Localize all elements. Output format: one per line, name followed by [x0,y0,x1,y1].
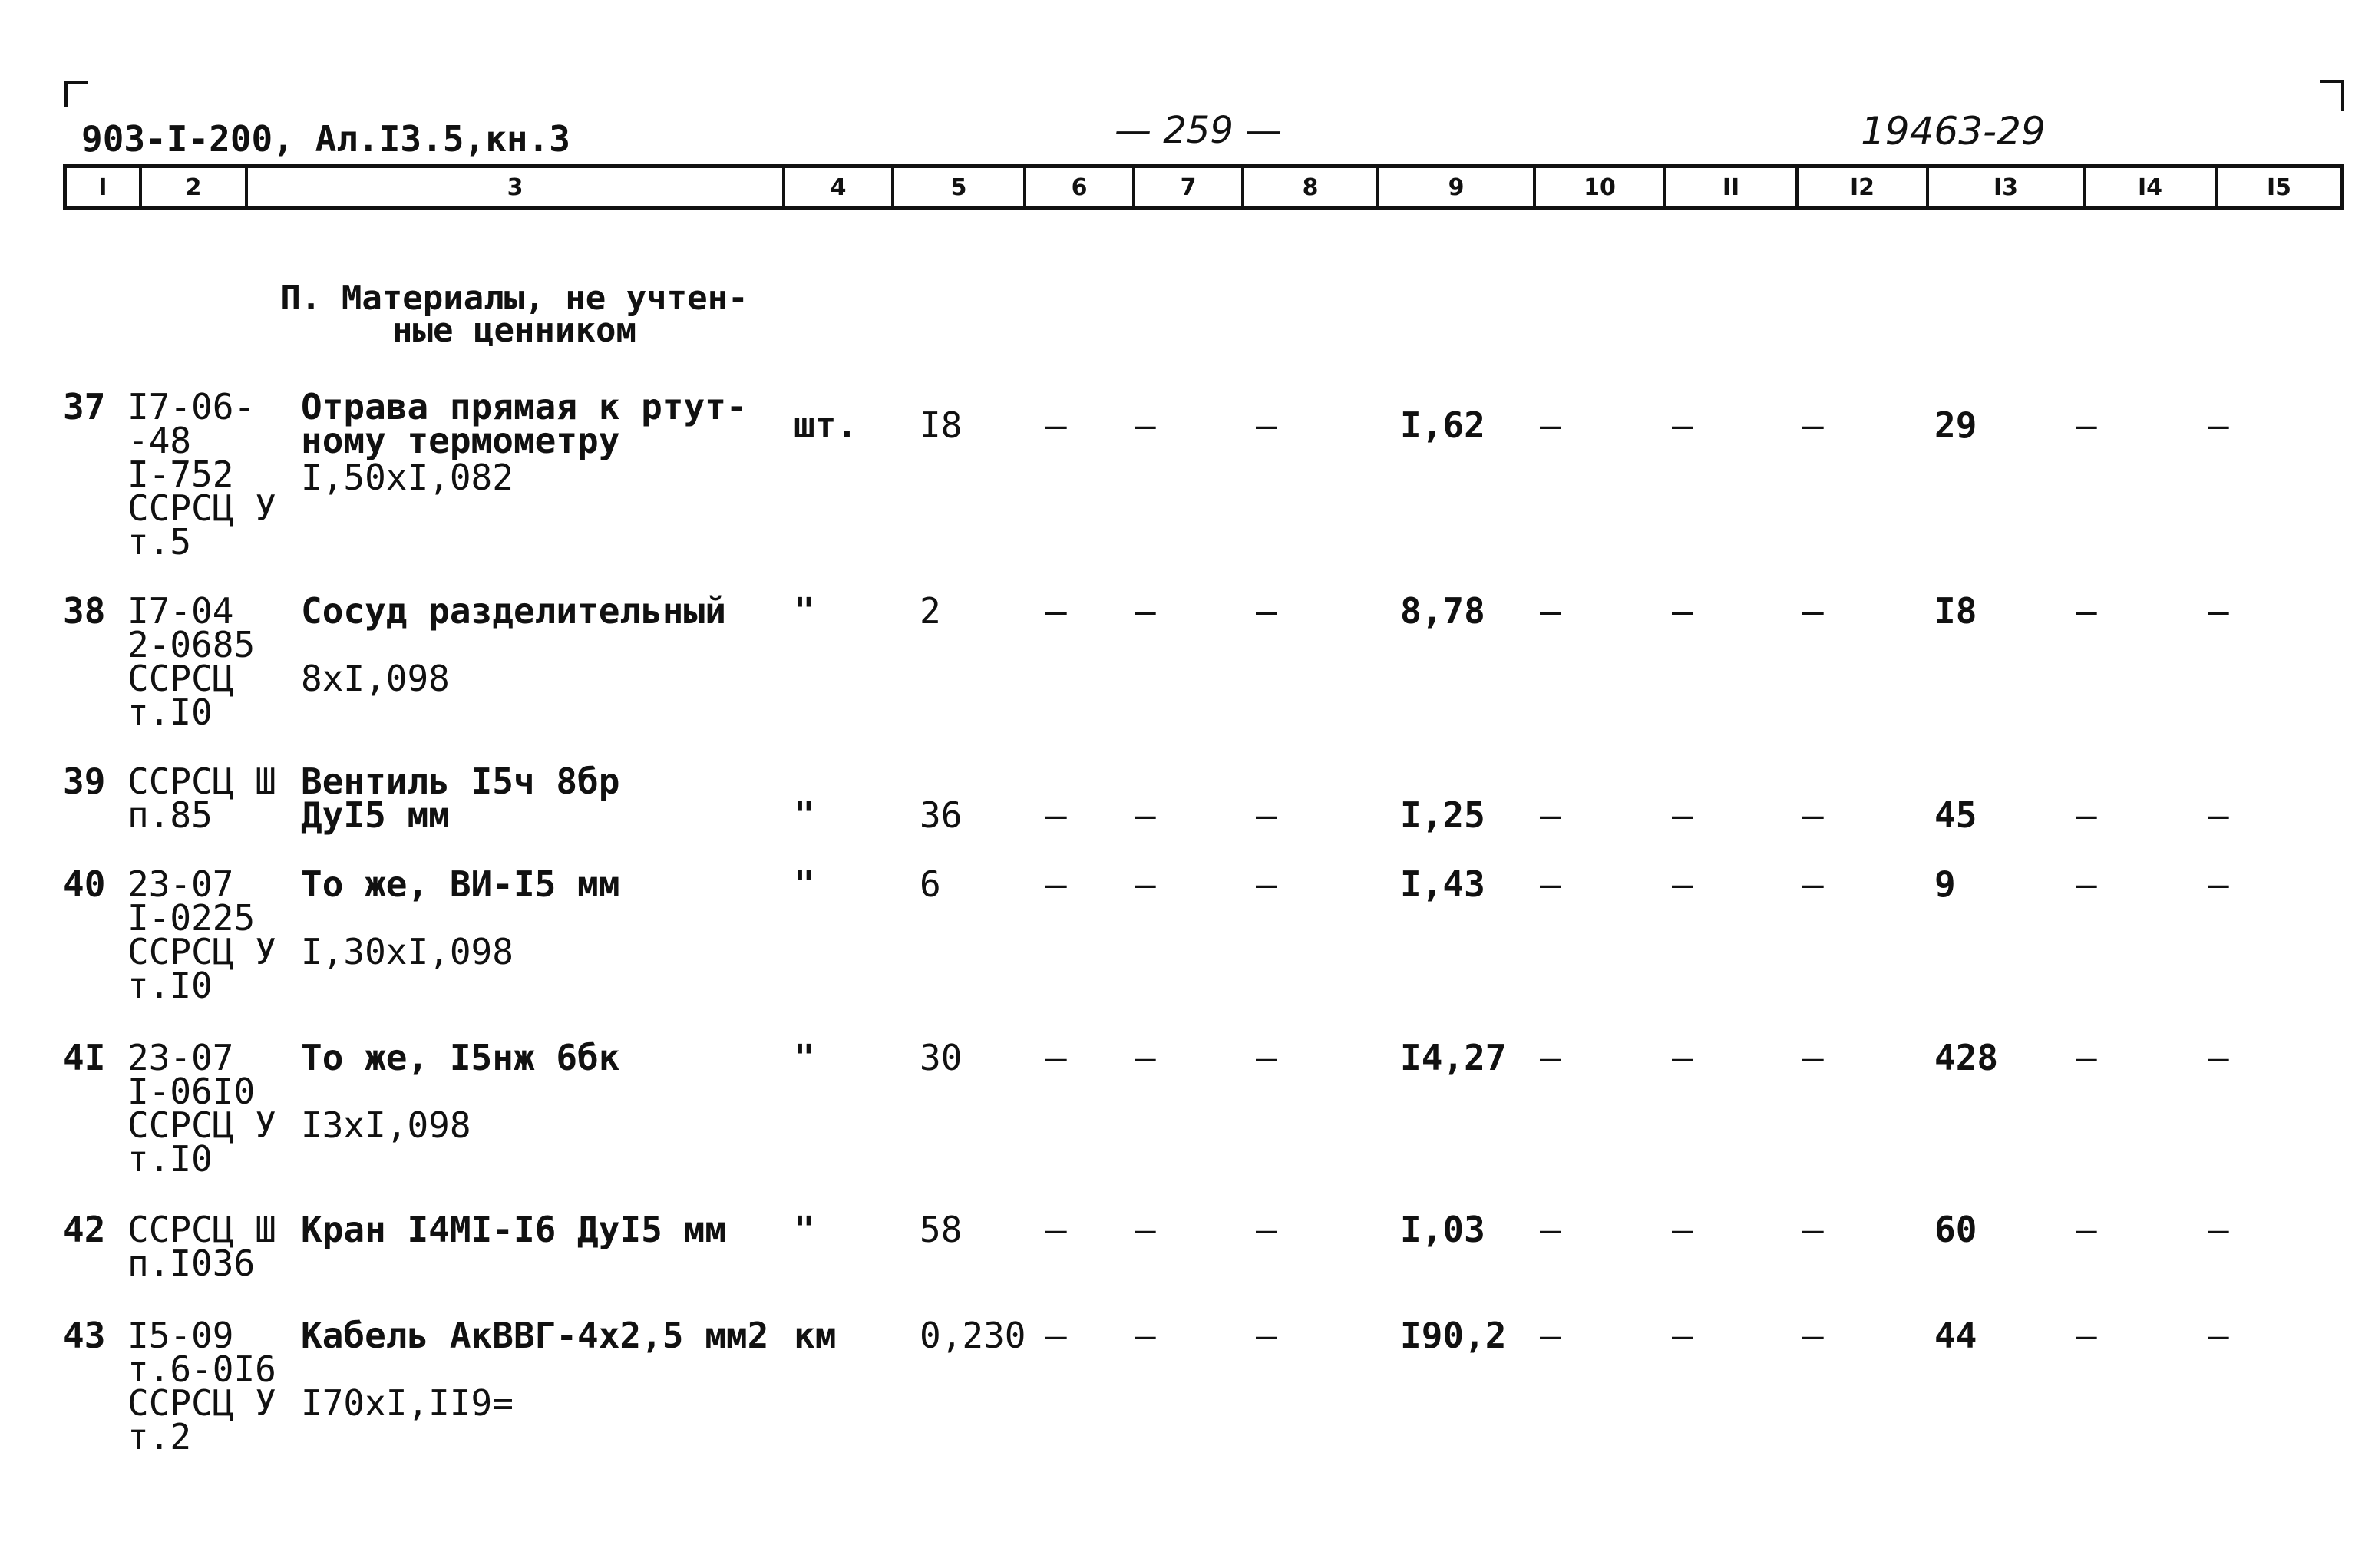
row-cell-c6: – [1045,1037,1067,1078]
row-code-line: 2-0685 [127,624,256,665]
row-cell-c8: – [1256,590,1277,632]
row-code-line: ССРСЦ У [127,1104,276,1146]
row-cell-c10: – [1540,1315,1561,1356]
row-code-line: т.2 [127,1416,192,1457]
row-cell-qty: 0,230 [920,1315,1026,1356]
row-cell-c12: – [1802,1315,1824,1356]
row-number: 37 [63,386,106,427]
row-cell-unit: " [794,1209,815,1250]
row-name-line: То же, ВИ-I5 мм [301,863,620,905]
row-cell-c8: – [1256,1037,1277,1078]
row-cell-c10: – [1540,590,1561,632]
row-cell-c7: – [1135,404,1156,446]
row-cell-total: 60 [1934,1209,1977,1250]
row-cell-c6: – [1045,1315,1067,1356]
column-number: 8 [1244,168,1379,206]
row-cell-c12: – [1802,794,1824,836]
row-code-line: I7-06- [127,386,256,427]
row-cell-qty: I8 [920,404,963,446]
row-cell-c6: – [1045,863,1067,905]
row-cell-price: I,62 [1400,404,1485,446]
column-number: I2 [1799,168,1929,206]
row-cell-c15: – [2208,404,2229,446]
column-number: 3 [248,168,785,206]
row-cell-c8: – [1256,404,1277,446]
row-cell-qty: 36 [920,794,963,836]
column-number: 10 [1536,168,1666,206]
row-number: 4I [63,1037,106,1078]
row-coefficient: I,50xI,082 [301,457,514,498]
row-coefficient: I,30xI,098 [301,931,514,972]
row-cell-c7: – [1135,1209,1156,1250]
row-number: 39 [63,761,106,802]
column-number: 9 [1379,168,1536,206]
document-number: 19463-29 [1861,109,2046,153]
row-number: 42 [63,1209,106,1250]
row-cell-c10: – [1540,1209,1561,1250]
page-number: — 259 — [1115,109,1283,152]
row-cell-c6: – [1045,794,1067,836]
column-number: I5 [2266,173,2292,201]
row-cell-c14: – [2076,404,2097,446]
row-cell-unit: " [794,1037,815,1078]
row-code-line: т.I0 [127,965,213,1006]
column-number: 2 [142,168,248,206]
document-code: 903-I-200, Ал.I3.5,кн.3 [81,118,570,160]
row-name-line: ДуI5 мм [301,794,450,836]
row-cell-c11: – [1672,1037,1693,1078]
row-cell-c10: – [1540,794,1561,836]
row-cell-c10: – [1540,1037,1561,1078]
column-number: I4 [2086,168,2218,206]
column-number: II [1666,168,1799,206]
row-cell-qty: 58 [920,1209,963,1250]
corner-mark-left [64,81,88,107]
row-cell-c15: – [2208,1037,2229,1078]
row-cell-total: I8 [1934,590,1977,632]
column-number: 7 [1135,168,1244,206]
row-code-line: I-0225 [127,897,256,939]
row-cell-c11: – [1672,1315,1693,1356]
column-number-bar [63,164,2344,210]
row-cell-unit: км [794,1315,837,1356]
row-name-line: Кран I4МI-I6 ДуI5 мм [301,1209,726,1250]
row-name-line: Вентиль I5ч 8бр [301,761,620,802]
row-cell-c7: – [1135,794,1156,836]
row-cell-price: I,03 [1400,1209,1485,1250]
row-cell-c14: – [2076,1209,2097,1250]
row-cell-c11: – [1672,863,1693,905]
row-cell-price: I,25 [1400,794,1485,836]
row-code-line: -48 [127,420,192,461]
row-cell-c15: – [2208,1315,2229,1356]
row-cell-price: I4,27 [1400,1037,1507,1078]
row-code-line: I-752 [127,454,234,495]
row-cell-c7: – [1135,1315,1156,1356]
row-cell-unit: " [794,863,815,905]
row-cell-total: 9 [1934,863,1956,905]
row-cell-c7: – [1135,590,1156,632]
row-cell-unit: шт. [794,404,858,446]
row-cell-c11: – [1672,404,1693,446]
row-cell-total: 44 [1934,1315,1977,1356]
row-cell-c14: – [2076,794,2097,836]
row-cell-c7: – [1135,863,1156,905]
row-cell-c6: – [1045,404,1067,446]
row-cell-c8: – [1256,863,1277,905]
row-cell-price: 8,78 [1400,590,1485,632]
row-cell-c6: – [1045,590,1067,632]
row-coefficient: I70xI,II9= [301,1382,514,1424]
row-cell-c8: – [1256,1209,1277,1250]
row-cell-c11: – [1672,794,1693,836]
row-number: 38 [63,590,106,632]
row-cell-c15: – [2208,590,2229,632]
column-number: 6 [1026,168,1135,206]
row-code-line: 23-07 [127,863,234,905]
row-code-line: п.85 [127,794,213,836]
row-cell-c15: – [2208,863,2229,905]
row-cell-price: I90,2 [1400,1315,1507,1356]
row-coefficient: I3xI,098 [301,1104,471,1146]
row-code-line: ССРСЦ [127,658,234,699]
row-cell-qty: 6 [920,863,941,905]
row-code-line: т.I0 [127,692,213,733]
row-cell-c12: – [1802,404,1824,446]
row-cell-unit: " [794,590,815,632]
row-code-line: ССРСЦ Ш [127,761,276,802]
row-cell-c14: – [2076,590,2097,632]
row-name-line: Отрава прямая к ртут- [301,386,748,427]
row-cell-c15: – [2208,1209,2229,1250]
row-cell-c15: – [2208,794,2229,836]
column-number: I [67,168,142,206]
row-name-line: ному термометру [301,420,620,461]
row-code-line: ССРСЦ У [127,487,276,529]
row-number: 43 [63,1315,106,1356]
row-code-line: I7-04 [127,590,234,632]
row-cell-c11: – [1672,590,1693,632]
row-cell-c11: – [1672,1209,1693,1250]
row-code-line: т.I0 [127,1138,213,1180]
row-cell-c7: – [1135,1037,1156,1078]
column-number: 5 [894,168,1026,206]
section-title-line: П. Материалы, не учтен- [280,279,748,318]
row-cell-c14: – [2076,863,2097,905]
row-code-line: т.5 [127,521,192,563]
row-cell-c12: – [1802,1037,1824,1078]
row-code-line: I5-09 [127,1315,234,1356]
row-name-line: Кабель АкВВГ-4x2,5 мм2 [301,1315,769,1356]
row-code-line: ССРСЦ Ш [127,1209,276,1250]
row-number: 40 [63,863,106,905]
row-cell-c12: – [1802,590,1824,632]
row-code-line: п.I036 [127,1243,256,1284]
column-number: I3 [1929,168,2086,206]
section-title-line: ные ценником [392,311,636,350]
row-name-line: То же, I5нж 6бк [301,1037,620,1078]
row-cell-c8: – [1256,1315,1277,1356]
row-cell-qty: 30 [920,1037,963,1078]
row-coefficient: 8xI,098 [301,658,450,699]
column-number: 4 [785,168,894,206]
row-cell-total: 29 [1934,404,1977,446]
row-cell-total: 428 [1934,1037,1999,1078]
row-code-line: ССРСЦ У [127,931,276,972]
row-cell-unit: " [794,794,815,836]
row-cell-price: I,43 [1400,863,1485,905]
row-cell-total: 45 [1934,794,1977,836]
row-cell-c14: – [2076,1315,2097,1356]
row-code-line: т.6-0I6 [127,1348,276,1390]
row-name-line: Сосуд разделительный [301,590,726,632]
row-cell-c10: – [1540,863,1561,905]
row-cell-c12: – [1802,863,1824,905]
row-code-line: 23-07 [127,1037,234,1078]
row-cell-qty: 2 [920,590,941,632]
row-cell-c12: – [1802,1209,1824,1250]
section-title [253,279,775,350]
row-cell-c8: – [1256,794,1277,836]
row-cell-c10: – [1540,404,1561,446]
row-code-line: ССРСЦ У [127,1382,276,1424]
row-code-line: I-06I0 [127,1071,256,1112]
row-cell-c14: – [2076,1037,2097,1078]
corner-mark-right [2320,80,2344,111]
row-cell-c6: – [1045,1209,1067,1250]
